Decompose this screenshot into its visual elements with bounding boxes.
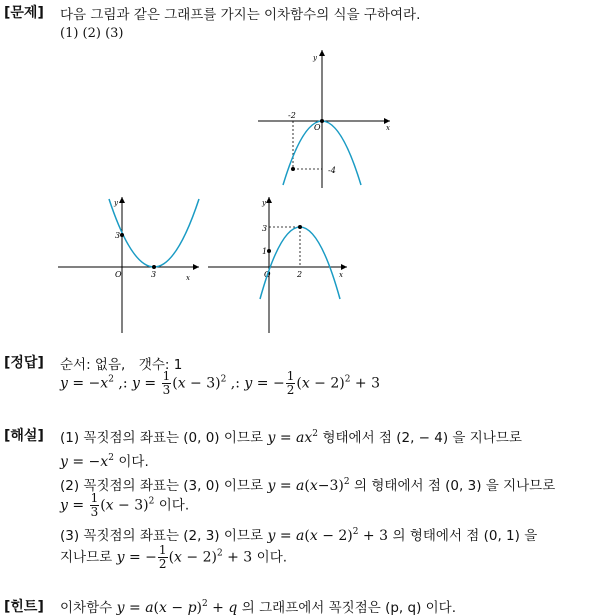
y-axis-arrow	[119, 197, 125, 203]
x-axis-arrow	[341, 264, 347, 270]
x-axis-label: x	[386, 124, 390, 132]
graph-3	[205, 193, 353, 335]
explanation-line-6: 지나므로 y = − $\frac{1}{2}$ $(x - 2)^2 + 3$ 이다.	[60, 543, 288, 571]
hint-text: 이차함수 $y = a(x - p)^2 + q$ 의 그래프에서 꼭짓점은 (p, q) 이다.	[60, 599, 456, 616]
y-axis-label: y	[313, 54, 317, 62]
explanation-p3a: (3) 꼭짓점의 좌표는 (2, 3) 이므로	[60, 528, 263, 544]
explanation-p1c: 이다.	[118, 454, 149, 470]
y-tick-label-3: 3	[262, 224, 268, 233]
vertex-point	[152, 265, 156, 269]
hint-tag: [힌트]	[4, 599, 44, 615]
origin-label: O	[264, 270, 271, 279]
x-axis-label: x	[339, 271, 343, 279]
given-point	[291, 167, 295, 171]
hint-a: 이차함수	[60, 600, 113, 616]
y-axis-arrow	[319, 50, 325, 56]
explanation-line-3: (2) 꼭짓점의 좌표는 (3, 0) 이므로 $y = a(x-3)^2$ 의 형태에서 점 (0, 3) 을 지나므로	[60, 477, 556, 494]
explanation-line-5: (3) 꼭짓점의 좌표는 (2, 3) 이므로 $y = a(x - 2)^2 + 3$ 의 형태에서 점 (0, 1) 을	[60, 527, 538, 544]
explanation-p2a: (2) 꼭짓점의 좌표는 (3, 0) 이므로	[60, 478, 263, 494]
problem-tag: [문제]	[4, 5, 44, 21]
x-tick-label: 3	[151, 270, 157, 279]
explanation-p2b: 의 형태에서 점 (0, 3) 을 지나므로	[354, 478, 556, 494]
explanation-line-1: (1) 꼭짓점의 좌표는 (0, 0) 이므로 $y = ax^2$ 형태에서 점 (2, − 4) 을 지나므로	[60, 429, 522, 446]
x-tick-label: 2	[297, 270, 303, 279]
problem-items: (1) (2) (3)	[60, 26, 124, 41]
explanation-p3c: 지나므로	[60, 549, 113, 566]
y-axis-arrow	[266, 197, 272, 203]
answer-tag: [정답]	[4, 355, 44, 371]
vertex-point	[320, 119, 324, 123]
answer-line1: 순서: 없음, 갯수: 1	[60, 357, 183, 373]
explanation-line-4: y = $\frac{1}{3}$ $(x - 3)^2$ 이다.	[60, 491, 190, 519]
explanation-p1a: (1) 꼭짓점의 좌표는 (0, 0) 이므로	[60, 430, 263, 446]
y-tick-label: -4	[328, 166, 336, 175]
y-tick-label-1: 1	[262, 247, 268, 256]
problem-text: 다음 그림과 같은 그래프를 가지는 이차함수의 식을 구하여라.	[60, 7, 421, 23]
origin-label: O	[314, 123, 321, 132]
hint-b: 의 그래프에서 꼭짓점은 (p, q) 이다.	[241, 600, 456, 616]
x-axis-arrow	[193, 264, 199, 270]
y-axis-label: y	[262, 199, 266, 207]
explanation-tag: [해설]	[4, 428, 44, 444]
explanation-p1b: 형태에서 점 (2, − 4) 을 지나므로	[322, 430, 522, 446]
explanation-p3b: 의 형태에서 점 (0, 1) 을	[392, 528, 538, 544]
given-point	[267, 249, 271, 253]
answer-formulas: $y = -x^2$ ,: y = $\frac{1}{3}$ $(x - 3)^2$ ,: y = − $\frac{1}{2}$ $(x - 2)^2 + 3$	[60, 369, 380, 397]
graph-1	[250, 48, 395, 190]
origin-label: O	[115, 270, 122, 279]
given-point	[120, 233, 124, 237]
explanation-p2c: 이다.	[158, 497, 190, 514]
explanation-line-2: $y = -x^2$ 이다.	[60, 453, 149, 470]
x-axis-label: x	[186, 274, 190, 282]
x-tick-label: -2	[288, 111, 296, 120]
y-tick-label: 3	[115, 231, 121, 240]
vertex-point	[298, 225, 302, 229]
y-axis-label: y	[114, 199, 118, 207]
explanation-p3d: 이다.	[256, 549, 288, 566]
graph-2	[55, 193, 203, 335]
